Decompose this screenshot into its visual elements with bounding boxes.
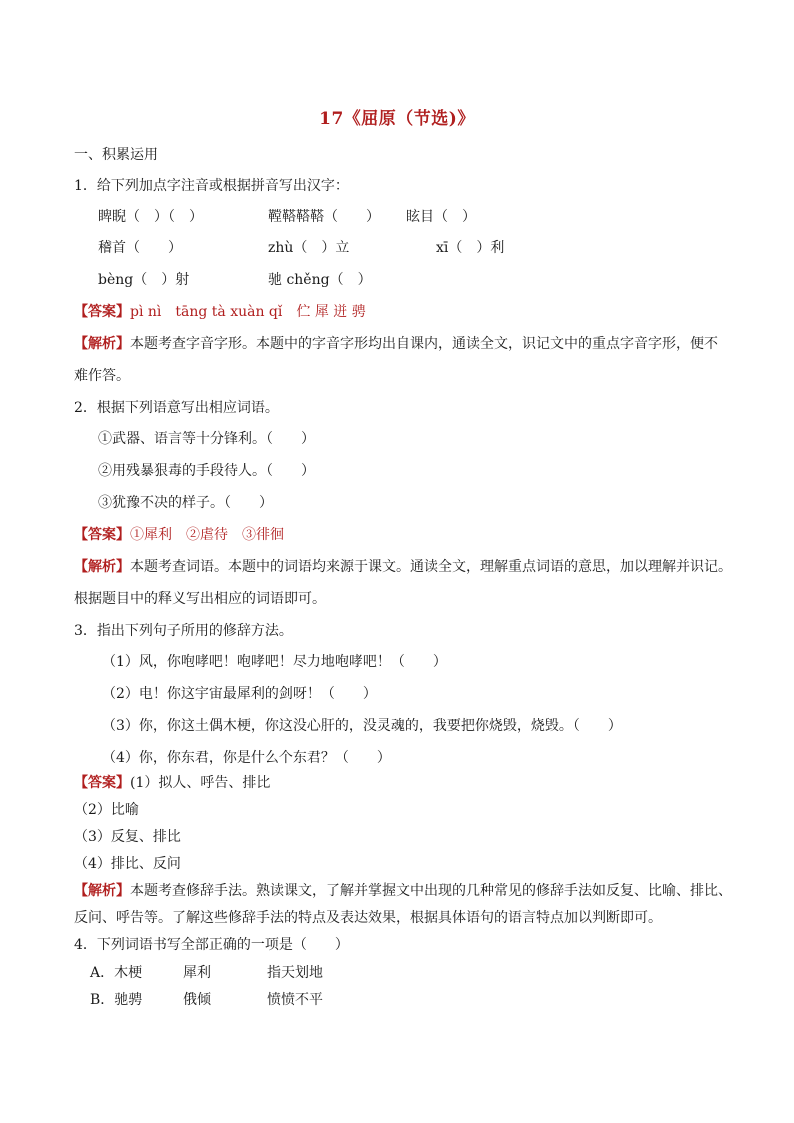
q1-analysis-cont: 难作答。: [74, 368, 130, 384]
answer-tag: 【答案】: [74, 775, 130, 791]
q1-answer: [74, 302, 366, 322]
q3-item: （3）你，你这土偶木梗，你这没心肝的，没灵魂的，我要把你烧毁，烧毁。（ ）: [102, 718, 622, 734]
question-2-prompt: 2．根据下列语意写出相应词语。: [74, 400, 279, 416]
analysis-text: 本题考查修辞手法。熟读课文，了解并掌握文中出现的几种常见的修辞手法如反复、比喻、排比、: [130, 883, 732, 899]
q2-item: ①武器、语言等十分锋利。（ ）: [98, 431, 315, 447]
q3-answer-line: （4）排比、反问: [74, 856, 181, 872]
q2-analysis-cont: 根据题目中的释义写出相应的词语即可。: [74, 591, 326, 607]
q1-item: zhù（ ）立: [268, 240, 350, 256]
question-4-prompt: 4．下列词语书写全部正确的一项是（ ）: [74, 937, 349, 953]
answer-text: ①犀利: [130, 527, 172, 543]
q2-analysis: [74, 557, 732, 577]
answer-text: pì nì tāng tà xuàn qǐ 伫 犀 迸 骋: [130, 304, 366, 320]
q2-item: ③犹豫不决的样子。（ ）: [98, 495, 273, 511]
q2-answer: [74, 525, 284, 545]
q4-option-label: B．驰骋: [90, 992, 143, 1008]
q1-item: 睥睨（ ）（ ）: [98, 209, 203, 225]
q3-analysis-cont: 反问、呼告等。了解这些修辞手法的特点及表达效果，根据具体语句的语言特点加以判断即可。: [74, 910, 662, 926]
answer-tag: 【答案】: [74, 304, 130, 320]
q4-option-word: 俄倾: [183, 992, 211, 1008]
q2-item: ②用残暴狠毒的手段待人。（ ）: [98, 463, 315, 479]
analysis-text: 本题考查词语。本题中的词语均来源于课文。通读全文，理解重点词语的意思，加以理解并识记。: [130, 559, 732, 575]
answer-text: (1）拟人、呼告、排比: [130, 775, 271, 791]
analysis-tag: 【解析】: [74, 336, 130, 352]
analysis-tag: 【解析】: [74, 559, 130, 575]
q3-item: （4）你，你东君，你是什么个东君？（ ）: [102, 750, 391, 766]
q3-item: （2）电！你这宇宙最犀利的剑呀！（ ）: [102, 686, 377, 702]
answer-tag: 【答案】: [74, 527, 130, 543]
q4-option-word: 愤愤不平: [267, 992, 323, 1008]
q4-option-word: 指天划地: [267, 965, 323, 981]
q3-analysis: [74, 881, 732, 901]
q1-item: bèng（ ）射: [98, 272, 190, 288]
analysis-text: 本题考查字音字形。本题中的字音字形均出自课内，通读全文，识记文中的重点字音字形，便不: [130, 336, 718, 352]
q4-option-word: 犀利: [183, 965, 211, 981]
q3-answer-line: （3）反复、排比: [74, 829, 181, 845]
answer-text: ③徘徊: [242, 527, 284, 543]
analysis-tag: 【解析】: [74, 883, 130, 899]
answer-text: ②虐待: [186, 527, 228, 543]
q1-item: 驰 chěng（ ）: [268, 272, 372, 288]
page-title: 17《屈原（节选)》: [319, 109, 475, 129]
q1-item: 鞺鞳鞳鞳（ ）: [268, 209, 380, 225]
q4-option-label: A．木梗: [90, 965, 143, 981]
q1-item: 稽首（ ）: [98, 240, 182, 256]
section-heading: 一、积累运用: [74, 147, 158, 163]
q3-item: （1）风，你咆哮吧！咆哮吧！尽力地咆哮吧！（ ）: [102, 654, 447, 670]
question-1-prompt: 1．给下列加点字注音或根据拼音写出汉字：: [74, 178, 349, 194]
q1-item: xī（ ）利: [436, 240, 505, 256]
q3-answer: [74, 773, 270, 793]
question-3-prompt: 3．指出下列句子所用的修辞方法。: [74, 623, 293, 639]
q1-item: 眩目（ ）: [406, 209, 476, 225]
q1-analysis: [74, 334, 718, 354]
q3-answer-line: （2）比喻: [74, 802, 139, 818]
